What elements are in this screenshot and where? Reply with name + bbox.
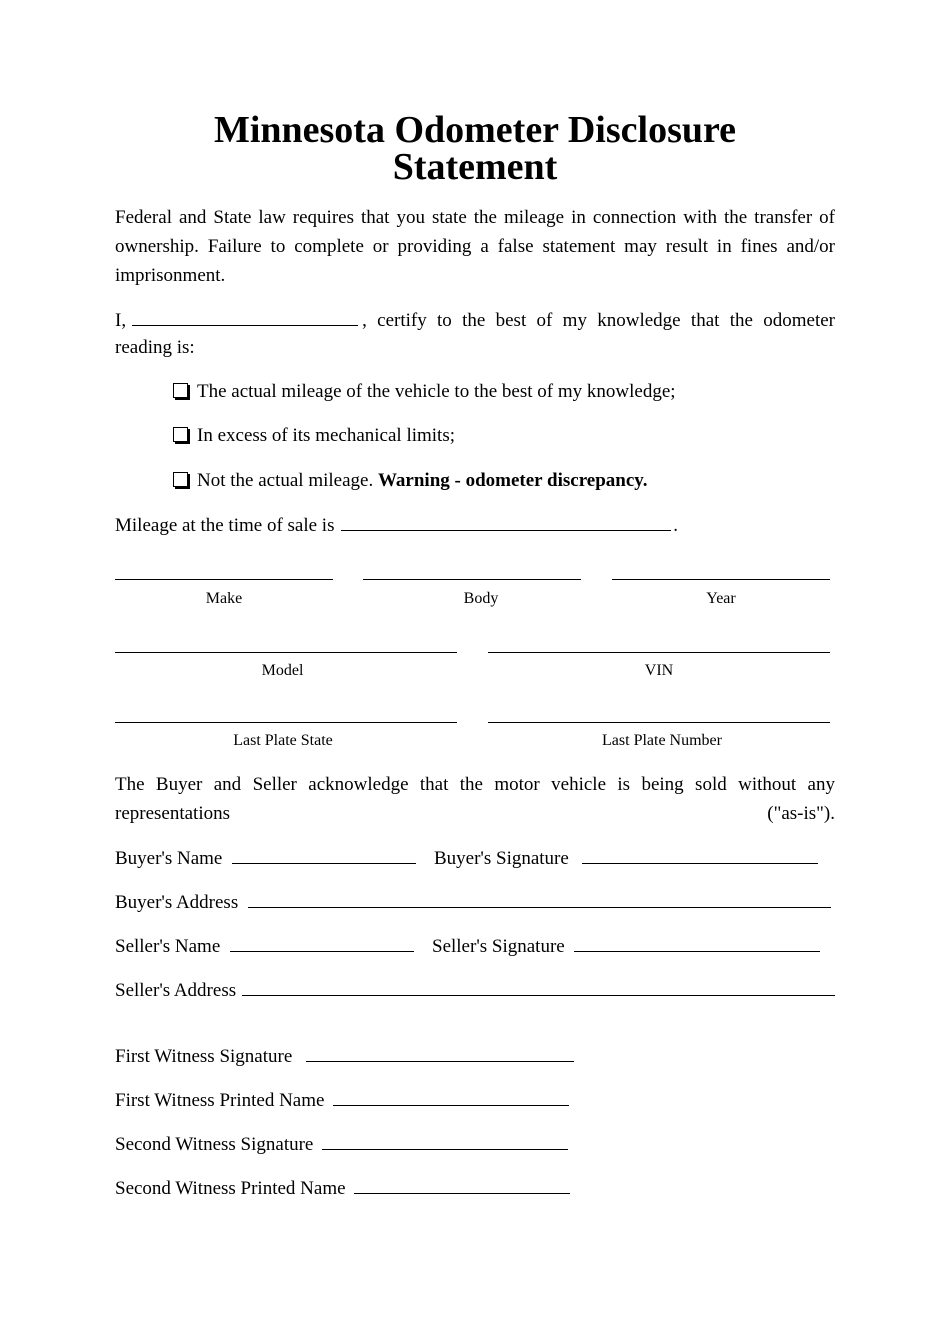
vin-label: VIN [644, 662, 674, 679]
year-label: Year [706, 590, 736, 607]
first-witness-printed-label: First Witness Printed Name [115, 1090, 325, 1111]
odometer-warning: Warning - odometer discrepancy. [377, 470, 648, 491]
document-title [115, 109, 835, 188]
buyer-address-row [115, 889, 835, 915]
intro-paragraph: Federal and State law requires that you state the mileage in connection with the transfer of ownership. Failure to complete or providing a false statement may result in fines and/or imprisonment. [115, 207, 835, 286]
buyer-address-label: Buyer's Address [115, 892, 239, 913]
mileage-field[interactable] [341, 512, 671, 531]
first-witness-signature-label: First Witness Signature [115, 1046, 293, 1067]
certifier-name-field[interactable] [132, 307, 358, 326]
second-witness-signature-row [115, 1131, 570, 1157]
year-field[interactable] [612, 579, 830, 580]
body-label: Body [463, 590, 499, 607]
title-line-1: Minnesota Odometer Disclosure [213, 109, 737, 151]
buyer-name-row [115, 845, 418, 871]
certify-prefix: I, [115, 310, 127, 331]
option-excess-label: In excess of its mechanical limits; [197, 425, 456, 446]
title-line-2: Statement [392, 146, 558, 188]
last-plate-number-label: Last Plate Number [602, 732, 722, 749]
buyer-name-field[interactable] [232, 845, 416, 864]
checkbox-icon[interactable] [173, 427, 188, 442]
make-field[interactable] [115, 579, 333, 580]
first-witness-signature-row [115, 1043, 576, 1069]
seller-signature-field[interactable] [574, 933, 820, 952]
certify-line-2: reading is: [115, 337, 195, 358]
seller-address-label: Seller's Address [115, 980, 237, 1001]
seller-signature-label: Seller's Signature [432, 936, 565, 957]
mileage-row [115, 512, 678, 538]
as-is-paragraph: The Buyer and Seller acknowledge that the motor vehicle is being sold without any representations ("as-is"). [115, 774, 835, 824]
option-not-actual[interactable] [173, 469, 648, 493]
second-witness-signature-label: Second Witness Signature [115, 1134, 314, 1155]
second-witness-signature-field[interactable] [322, 1131, 568, 1150]
last-plate-number-field[interactable] [488, 722, 830, 723]
first-witness-signature-field[interactable] [306, 1043, 574, 1062]
seller-signature-row [432, 933, 822, 959]
body-field[interactable] [363, 579, 581, 580]
seller-name-label: Seller's Name [115, 936, 221, 957]
model-label: Model [261, 662, 304, 679]
checkbox-icon[interactable] [173, 383, 188, 398]
buyer-name-label: Buyer's Name [115, 848, 223, 869]
make-label: Make [205, 590, 243, 607]
buyer-signature-field[interactable] [582, 845, 818, 864]
option-not-actual-label: Not the actual mileage. [197, 470, 374, 491]
first-witness-printed-row [115, 1087, 571, 1113]
second-witness-printed-label: Second Witness Printed Name [115, 1178, 346, 1199]
mileage-end: . [673, 515, 678, 536]
second-witness-printed-field[interactable] [354, 1175, 570, 1194]
option-actual-mileage[interactable] [173, 380, 676, 404]
checkbox-icon[interactable] [173, 472, 188, 487]
last-plate-state-field[interactable] [115, 722, 457, 723]
last-plate-state-label: Last Plate State [233, 732, 333, 749]
option-actual-label: The actual mileage of the vehicle to the best of my knowledge; [197, 381, 676, 402]
certify-suffix: , certify to the best of my knowledge that the odometer [362, 310, 835, 331]
seller-name-row [115, 933, 416, 959]
vin-field[interactable] [488, 652, 830, 653]
buyer-address-field[interactable] [248, 889, 831, 908]
seller-address-field[interactable] [242, 977, 835, 996]
model-field[interactable] [115, 652, 457, 653]
second-witness-printed-row [115, 1175, 572, 1201]
certify-row [115, 307, 835, 333]
seller-name-field[interactable] [230, 933, 414, 952]
first-witness-printed-field[interactable] [333, 1087, 569, 1106]
option-exceeds-limits[interactable] [173, 424, 455, 448]
buyer-signature-label: Buyer's Signature [434, 848, 569, 869]
buyer-signature-row [434, 845, 820, 871]
mileage-label: Mileage at the time of sale is [115, 515, 335, 536]
seller-address-row [115, 977, 835, 1003]
